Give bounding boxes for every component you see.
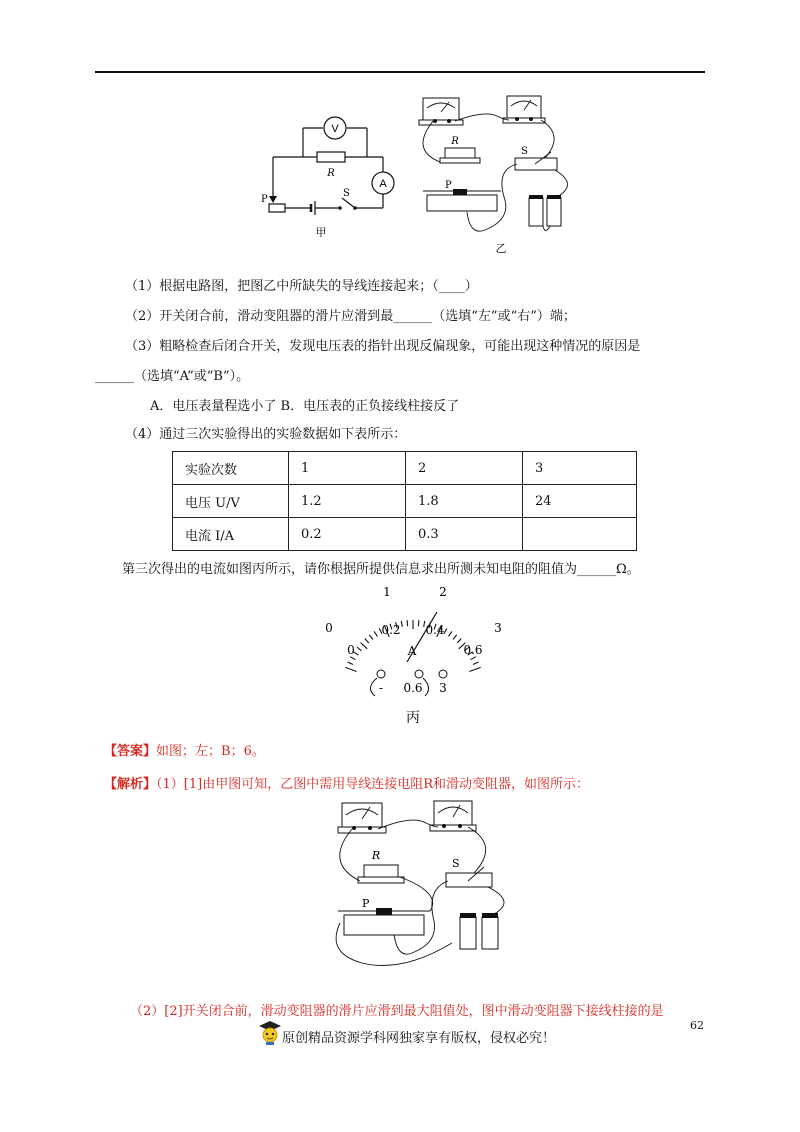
top-scale-label: 2 xyxy=(439,585,447,599)
figure-caption-jia: 甲 xyxy=(315,226,327,239)
table-row xyxy=(173,485,637,518)
switch-label: S xyxy=(343,188,350,199)
meter-tick xyxy=(449,631,452,636)
meter-tick xyxy=(401,621,402,627)
answer-text: 如图；左；B；6。 xyxy=(156,744,265,759)
question-4-follow: 第三次得出的电流如图丙所示，请你根据所提供信息求出所测未知电阻的阻值为______Ω。 xyxy=(122,562,640,577)
table-cell: 24 xyxy=(523,485,637,518)
ammeter-dial xyxy=(315,582,515,732)
table-cell: 电流 I/A xyxy=(173,518,289,551)
table-cell: 实验次数 xyxy=(173,452,289,485)
table-cell: 0.2 xyxy=(289,518,406,551)
meter-tick xyxy=(453,635,457,640)
top-scale-label: 1 xyxy=(383,585,391,599)
table-cell: 1.8 xyxy=(406,485,523,518)
footer-copyright: 原创精品资源学科网独家享有版权，侵权必究！ xyxy=(282,1031,556,1046)
meter-tick xyxy=(350,657,355,660)
circuit-diagram-jia xyxy=(255,110,400,240)
header-rule xyxy=(95,71,705,73)
table-row xyxy=(173,452,637,485)
bottom-scale-label: 0.6 xyxy=(463,643,483,657)
resistor-label: R xyxy=(451,136,459,147)
meter-tick xyxy=(345,667,356,671)
resistor-label: R xyxy=(371,849,381,862)
question-2: （2）开关闭合前，滑动变阻器的滑片应滑到最______（选填“左”或“右”）端； xyxy=(125,309,576,324)
table-row xyxy=(173,518,637,551)
meter-tick xyxy=(469,667,480,671)
meter-tick xyxy=(374,631,377,636)
meter-tick xyxy=(473,662,478,665)
ammeter-label: A xyxy=(379,178,387,190)
voltmeter-label: V xyxy=(331,123,339,135)
table-cell: 0.3 xyxy=(406,518,523,551)
meter-tick xyxy=(457,639,461,644)
meter-tick xyxy=(365,639,369,644)
answer-options: A．电压表量程选小了 B．电压表的正负接线柱接反了 xyxy=(150,399,460,414)
top-scale-label: 3 xyxy=(494,621,502,635)
terminal-label: 0.6 xyxy=(403,681,423,695)
meter-tick xyxy=(471,657,476,660)
slider-label: P xyxy=(261,194,268,205)
switch-label: S xyxy=(452,857,460,870)
switch-label: S xyxy=(521,146,528,157)
answer-line xyxy=(104,740,265,759)
terminal-label: 3 xyxy=(439,681,447,695)
apparatus-diagram-answer xyxy=(322,793,522,993)
meter-tick xyxy=(407,620,408,626)
question-3-continued: ______（选填“A”或“B”）。 xyxy=(95,369,250,384)
meter-tick xyxy=(348,662,353,665)
meter-tick xyxy=(361,643,368,649)
meter-tick xyxy=(418,620,419,626)
analysis-text-1: （1）[1]由甲图可知，乙图中需用导线连接电阻R和滑动变阻器，如图所示： xyxy=(156,777,589,792)
analysis-tag: 【解析】 xyxy=(104,777,157,792)
analysis-line-1 xyxy=(104,773,589,792)
meter-unit: A xyxy=(407,644,417,658)
table-cell: 2 xyxy=(406,452,523,485)
bottom-scale-label: 0.4 xyxy=(425,623,445,637)
question-4: （4）通过三次实验得出的实验数据如下表所示： xyxy=(125,427,407,442)
figure-caption-bing: 丙 xyxy=(406,710,420,726)
page-number: 62 xyxy=(690,1019,704,1032)
mascot-logo-icon xyxy=(258,1020,282,1046)
table-cell xyxy=(523,518,637,551)
slider-label: P xyxy=(445,180,452,191)
bottom-scale-label: 0 xyxy=(347,643,355,657)
answer-tag: 【答案】 xyxy=(104,744,157,759)
meter-tick xyxy=(369,635,373,640)
table-cell: 1.2 xyxy=(289,485,406,518)
top-scale-label: 0 xyxy=(325,621,333,635)
data-table xyxy=(172,451,637,551)
table-cell: 3 xyxy=(523,452,637,485)
table-cell: 电压 U/V xyxy=(173,485,289,518)
terminal-label: - xyxy=(378,681,384,695)
bottom-scale-label: 0.2 xyxy=(381,623,401,637)
slider-label: P xyxy=(362,897,370,910)
apparatus-diagram-yi xyxy=(405,90,585,258)
figure-caption-yi: 乙 xyxy=(495,242,507,255)
analysis-line-2: （2）[2]开关闭合前，滑动变阻器的滑片应滑到最大阻值处，图中滑动变阻器下接线柱接的是 xyxy=(130,1004,664,1019)
meter-tick xyxy=(357,647,362,651)
question-3: （3）粗略检查后闭合开关，发现电压表的指针出现反偏现象，可能出现这种情况的原因是 xyxy=(125,339,641,354)
resistor-label: R xyxy=(327,168,335,179)
table-cell: 1 xyxy=(289,452,406,485)
question-1: （1）根据电路图，把图乙中所缺失的导线连接起来；（____） xyxy=(125,279,478,294)
